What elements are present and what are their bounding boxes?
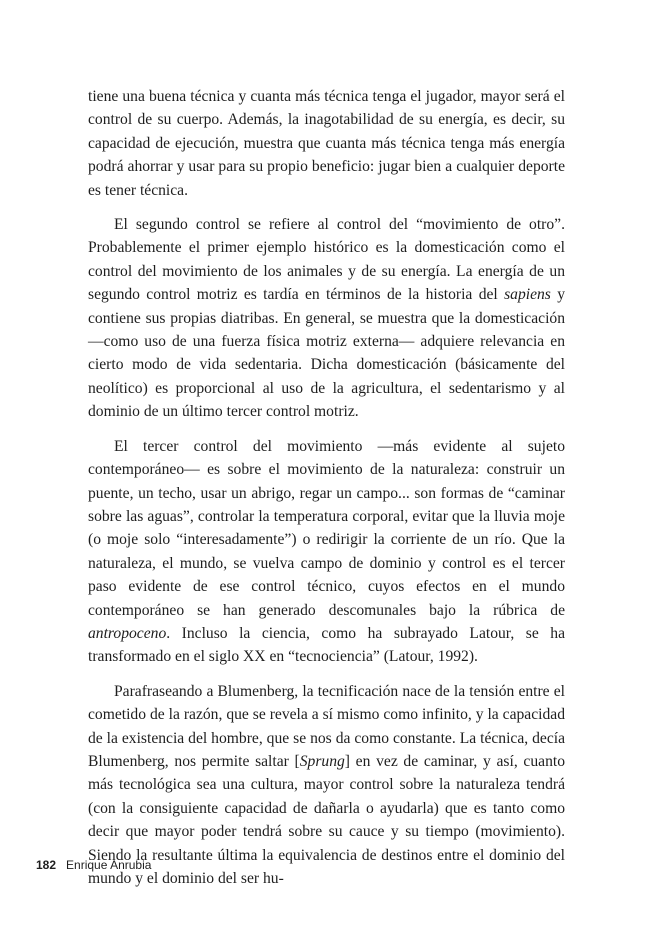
- body-text: [88, 85, 565, 901]
- text-run: El segundo control se refiere al control del “movimiento de otro”. Probablemente el primer ejemplo histórico es la domesticación como el control del movimiento de los animales y de su energía. La energía de un segundo control motriz es tardía en términos de la historia del: [88, 216, 565, 304]
- text-run: El tercer control del movimiento —más evidente al sujeto contemporáneo— es sobre el movimiento de la naturaleza: construir un puente, un techo, usar un abrigo, regar un campo... son formas de “caminar sobre las aguas”, controlar la temperatura corporal, evitar que la lluvia moje (o moje solo “interesadamente”) o redirigir la corriente de un río. Que la naturaleza, el mundo, se vuelva campo de dominio y control es el tercer paso evidente de ese control técnico, cuyos efectos en el mundo contemporáneo se han generado descomunales bajo la rúbrica de: [88, 437, 565, 619]
- paragraph: [88, 680, 565, 891]
- text-run: y contiene sus propias diatribas. En general, se muestra que la domesticación —como uso de una fuerza física motriz externa— adquiere relevancia en cierto modo de vida sedentaria. Dicha domesticación (básicamente del neolítico) es proporcional al uso de la agricultura, el sedentarismo y al dominio de un último tercer control motriz.: [88, 286, 565, 421]
- paragraph: [88, 435, 565, 669]
- text-run: ] en vez de caminar, y así, cuanto más tecnológica sea una cultura, mayor control sobre la naturaleza tendrá (con la consiguiente capacidad de dañarla o ayudarla) que es tanto como decir que mayor poder tendrá sobre su cauce y su tiempo (movimiento). Siendo la resultante última la equivalencia de destinos entre el dominio del mundo y el dominio del ser hu-: [88, 752, 565, 887]
- paragraph: [88, 213, 565, 424]
- text-run: . Incluso la ciencia, como ha subrayado Latour, se ha transformado en el siglo XX en “tecnociencia” (Latour, 1992).: [88, 624, 565, 666]
- paragraph: [88, 85, 565, 202]
- page-number: 182: [36, 858, 57, 872]
- italic-text: Sprung: [299, 752, 345, 770]
- text-run: Parafraseando a Blumenberg, la tecnificación nace de la tensión entre el cometido de la razón, que se revela a sí mismo como infinito, y la capacidad de la existencia del hombre, que se nos da como constante. La técnica, decía Blumenberg, nos permite saltar [: [88, 682, 565, 770]
- running-author: Enrique Anrubia: [66, 858, 152, 872]
- page-footer: [36, 858, 151, 872]
- text-run: tiene una buena técnica y cuanta más técnica tenga el jugador, mayor será el control de su cuerpo. Además, la inagotabilidad de su energía, es decir, su capacidad de ejecución, muestra que cuanta más técnica tenga más energía podrá ahorrar y usar para su propio beneficio: jugar bien a cualquier deporte es tener técnica.: [88, 88, 565, 199]
- italic-text: antropoceno: [88, 624, 167, 642]
- italic-text: sapiens: [504, 286, 551, 304]
